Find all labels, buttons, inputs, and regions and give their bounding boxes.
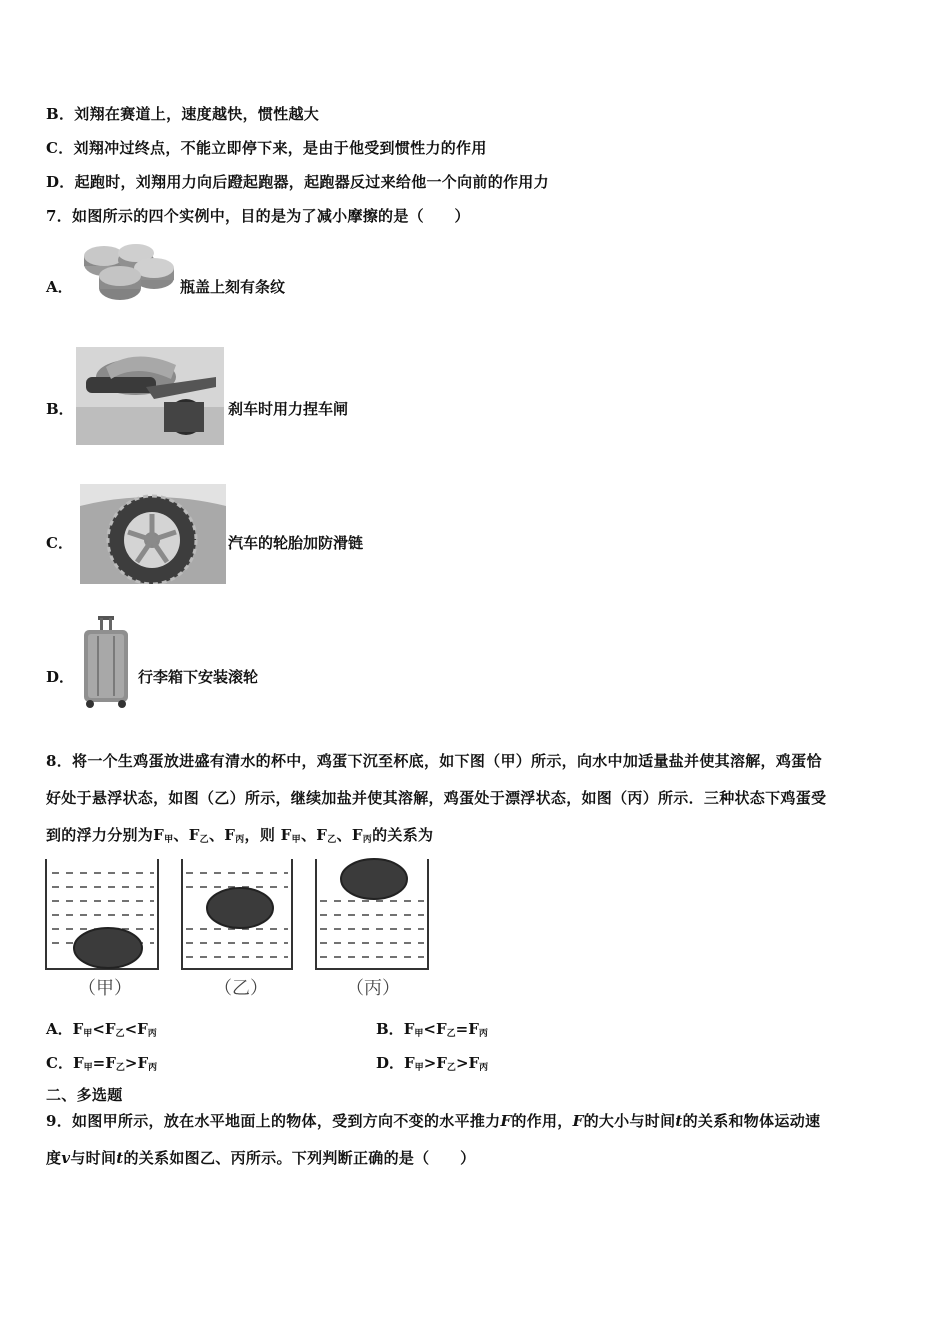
q8-line-3: 到的浮力分别为$F_甲$、$F_乙$、$F_丙$，则 $F_甲$、$F_乙$、$F_丙$的关系为 — [46, 826, 434, 845]
q8-answer-a: A．$F_甲<F_乙<F_丙$ — [46, 1020, 157, 1039]
caps-image — [76, 238, 176, 306]
q6-option-b: B．刘翔在赛道上，速度越快，惯性越大 — [46, 105, 320, 123]
egg-beakers-diagram — [44, 855, 434, 973]
q8-answer-b: B．$F_甲<F_乙=F_丙$ — [376, 1020, 488, 1039]
q7-option-a-text: 瓶盖上刻有条纹 — [180, 278, 286, 296]
q8-line-1: 8．将一个生鸡蛋放进盛有清水的杯中，鸡蛋下沉至杯底，如下图（甲）所示，向水中加适量盐并使其溶解，鸡蛋恰 — [46, 752, 822, 770]
q7-option-d-text: 行李箱下安装滚轮 — [138, 668, 259, 686]
luggage-image — [80, 616, 132, 710]
caption-bing: （丙） — [346, 978, 400, 999]
q9-line-1: 9．如图甲所示，放在水平地面上的物体，受到方向不变的水平推力F的作用，F的大小与时间t的关系和物体运动速 — [46, 1112, 821, 1130]
q9-line-2: 度v与时间t的关系如图乙、丙所示。下列判断正确的是（ ） — [46, 1149, 476, 1167]
q7-stem: 7．如图所示的四个实例中，目的是为了减小摩擦的是（ ） — [46, 207, 470, 225]
brake-image — [76, 347, 224, 445]
q7-option-a-letter: A． — [46, 278, 73, 296]
q7-option-b-letter: B． — [46, 400, 74, 418]
egg-bing — [341, 859, 407, 899]
egg-yi — [207, 888, 273, 928]
q6-option-c: C．刘翔冲过终点，不能立即停下来，是由于他受到惯性力的作用 — [46, 139, 487, 157]
q7-option-b-text: 刹车时用力捏车闸 — [228, 400, 349, 418]
caption-yi: （乙） — [214, 978, 268, 999]
q7-option-c-letter: C． — [46, 534, 73, 552]
q8-answer-c: C．$F_甲=F_乙>F_丙$ — [46, 1054, 158, 1073]
caption-jia: （甲） — [78, 978, 132, 999]
q8-line-2: 好处于悬浮状态，如图（乙）所示，继续加盐并使其溶解，鸡蛋处于漂浮状态，如图（丙）所示．三种状态下鸡蛋受 — [46, 789, 827, 807]
q6-option-d: D．起跑时，刘翔用力向后蹬起跑器，起跑器反过来给他一个向前的作用力 — [46, 173, 549, 191]
q7-option-c-text: 汽车的轮胎加防滑链 — [228, 534, 364, 552]
tire-chain-image — [80, 484, 226, 584]
egg-jia — [74, 928, 142, 968]
q7-option-d-letter: D． — [46, 668, 75, 686]
section-title: 二、多选题 — [46, 1086, 123, 1104]
q8-answer-d: D．$F_甲>F_乙>F_丙$ — [376, 1054, 489, 1073]
